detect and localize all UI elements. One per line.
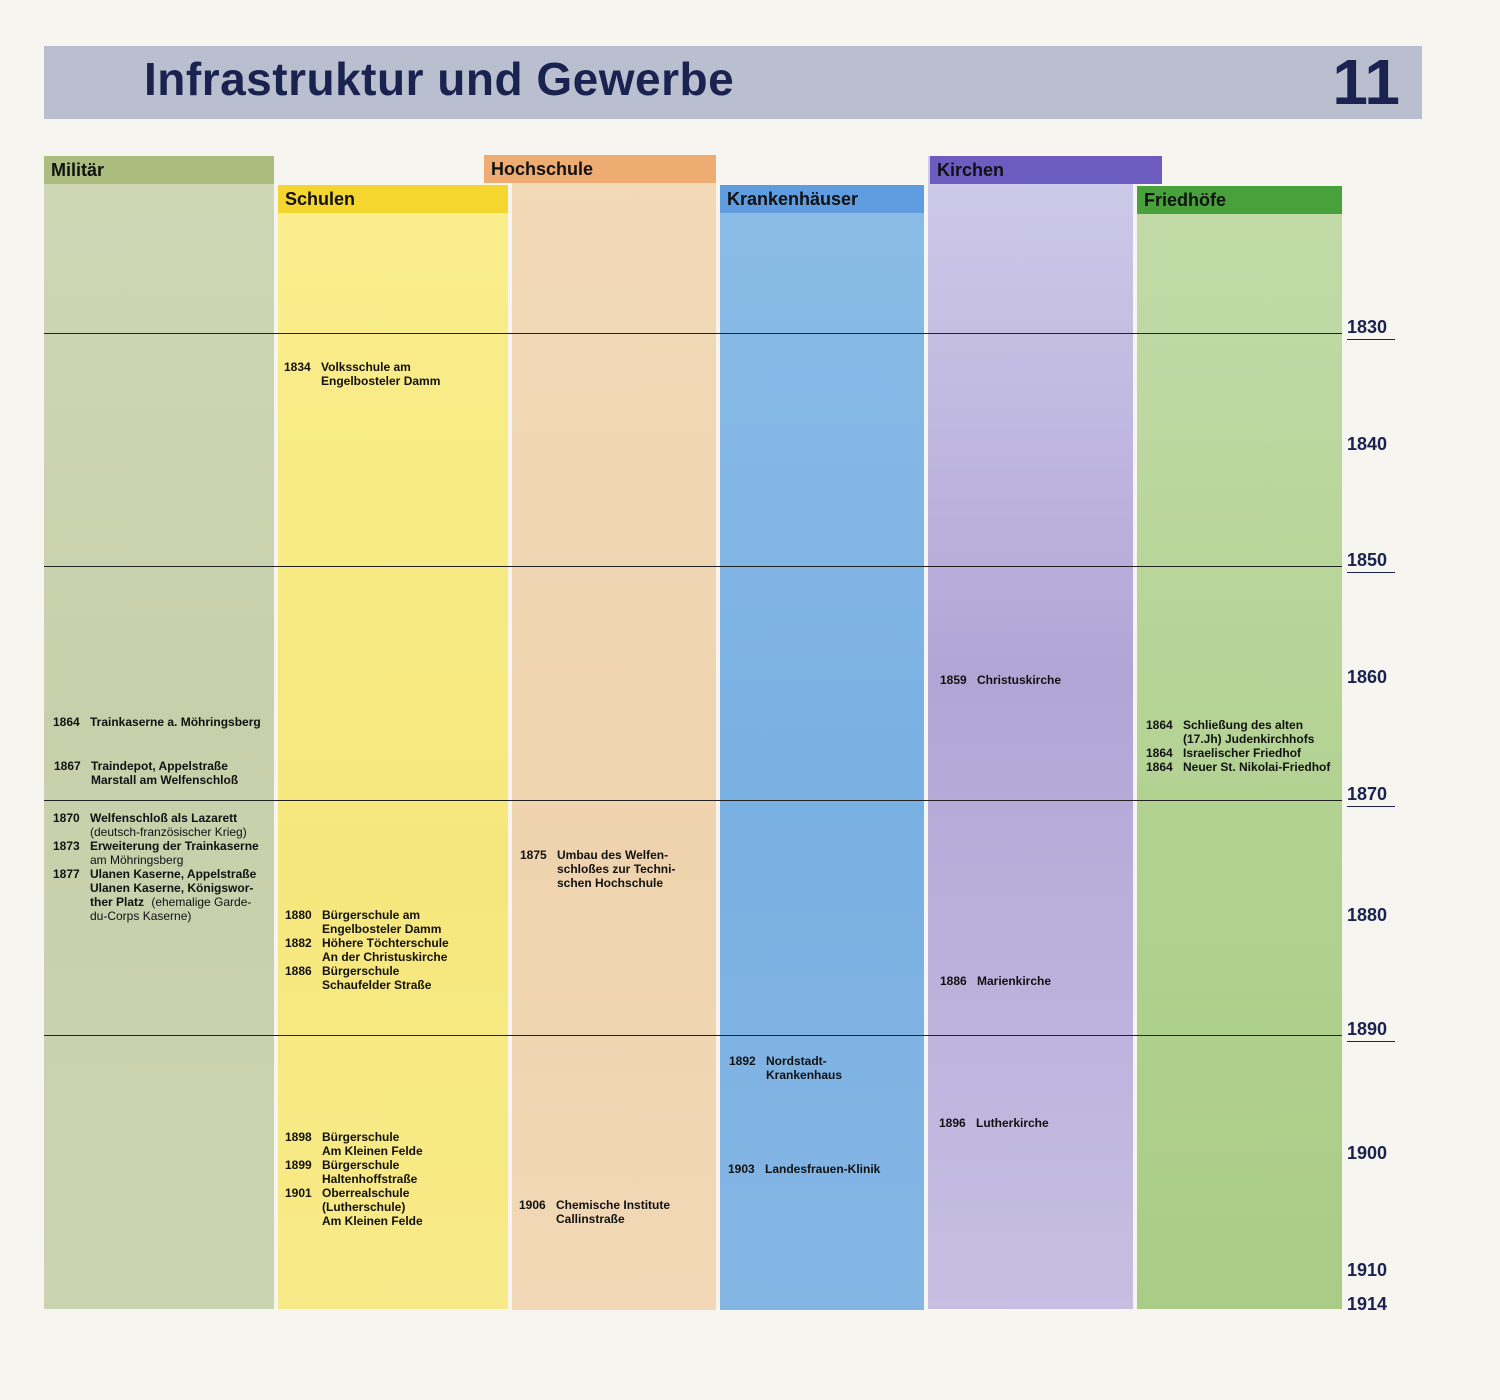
column-hochschule <box>512 155 716 1310</box>
entry-subtext: du-Corps Kaserne) <box>90 909 192 923</box>
entry-year: 1880 <box>285 908 312 922</box>
entry-year: 1875 <box>520 848 547 862</box>
entry-text: Chemische Institute Callinstraße <box>556 1198 671 1226</box>
year-label: 1900 <box>1347 1143 1388 1163</box>
page-title: Infrastruktur und Gewerbe <box>144 53 735 105</box>
entry-year: 1898 <box>285 1130 312 1144</box>
entry-year: 1886 <box>285 964 312 978</box>
entry-year: 1886 <box>940 974 967 988</box>
entry-year: 1906 <box>519 1198 546 1212</box>
entry-text: Marienkirche <box>977 974 1052 988</box>
entry-year: 1892 <box>729 1054 756 1068</box>
year-label: 1880 <box>1347 905 1388 925</box>
entry-text: Trainkaserne a. Möhringsberg <box>90 715 261 729</box>
entry-text: Israelischer Friedhof <box>1183 746 1302 760</box>
column-krankenhaeuser <box>720 185 924 1310</box>
column-kirchen <box>928 156 1133 1309</box>
line-1830 <box>44 333 1342 334</box>
year-label: 1914 <box>1347 1294 1388 1314</box>
entry-year: 1877 <box>53 867 80 881</box>
entry-year: 1864 <box>1146 746 1173 760</box>
entry-text: Neuer St. Nikolai-Friedhof <box>1183 760 1331 774</box>
entry-year: 1873 <box>53 839 80 853</box>
entry-year: 1899 <box>285 1158 312 1172</box>
title-banner <box>44 46 1422 119</box>
entry-text: Landesfrauen-Klinik <box>765 1162 881 1176</box>
entry-text: Umbau des Welfen- schloßes zur Techni- schen Hochschule <box>557 848 676 890</box>
entry-year: 1870 <box>53 811 80 825</box>
line-1890 <box>44 1035 1342 1036</box>
year-label: 1860 <box>1347 667 1388 687</box>
entry-text: Ulanen Kaserne, Appelstraße Ulanen Kaserne, Königswor- ther Platz <box>90 867 257 909</box>
entry-text: Bürgerschule Am Kleinen Felde <box>322 1130 423 1158</box>
year-label: 1840 <box>1347 434 1388 454</box>
entry-text: Oberrealschule (Lutherschule) Am Kleinen Felde <box>322 1186 423 1228</box>
year-label: 1830 <box>1347 317 1395 340</box>
chapter-number: 11 <box>1332 46 1400 118</box>
entry-year: 1882 <box>285 936 312 950</box>
line-1850 <box>44 566 1342 567</box>
entry-text: Christuskirche <box>977 673 1062 687</box>
entry-text: Bürgerschule am Engelbosteler Damm <box>322 908 442 936</box>
entry-text: Höhere Töchterschule An der Christuskirche <box>322 936 449 964</box>
entry-year: 1834 <box>284 360 311 374</box>
year-label: 1870 <box>1347 784 1395 807</box>
header-schulen: Schulen <box>278 185 508 213</box>
year-label: 1910 <box>1347 1260 1388 1280</box>
entry-text: Schließung des alten (17.Jh) Judenkirchhofs <box>1183 718 1315 746</box>
year-label: 1850 <box>1347 550 1395 573</box>
entry-year: 1867 <box>54 759 81 773</box>
entry-text: Erweiterung der Trainkaserne <box>90 839 259 853</box>
entry-text: Nordstadt- Krankenhaus <box>766 1054 843 1082</box>
entry-year: 1903 <box>728 1162 755 1176</box>
header-friedhoefe: Friedhöfe <box>1137 186 1342 214</box>
entry-text: Lutherkirche <box>976 1116 1049 1130</box>
entry-year: 1864 <box>1146 718 1173 732</box>
header-hochschule: Hochschule <box>484 155 716 183</box>
year-label: 1890 <box>1347 1019 1395 1042</box>
entry-year: 1859 <box>940 673 967 687</box>
entry-text: Traindepot, Appelstraße Marstall am Welfenschloß <box>91 759 239 787</box>
entry-subtext: (deutsch-französischer Krieg) <box>90 825 247 839</box>
entry-year: 1901 <box>285 1186 312 1200</box>
column-militaer <box>44 156 274 1309</box>
entry-year: 1864 <box>1146 760 1173 774</box>
line-1870 <box>44 800 1342 801</box>
header-krankenhaeuser: Krankenhäuser <box>720 185 924 213</box>
entry-subtext: am Möhringsberg <box>90 853 184 867</box>
entry-text: Bürgerschule Schaufelder Straße <box>322 964 432 992</box>
header-kirchen: Kirchen <box>930 156 1162 184</box>
entry-text: Volksschule am Engelbosteler Damm <box>321 360 441 388</box>
entry-year: 1864 <box>53 715 80 729</box>
entry-note: (ehemalige Garde- <box>148 895 252 909</box>
entry-text: Welfenschloß als Lazarett <box>90 811 238 825</box>
entry-year: 1896 <box>939 1116 966 1130</box>
entry-text: Bürgerschule Haltenhoffstraße <box>322 1158 418 1186</box>
header-militaer: Militär <box>44 156 274 184</box>
